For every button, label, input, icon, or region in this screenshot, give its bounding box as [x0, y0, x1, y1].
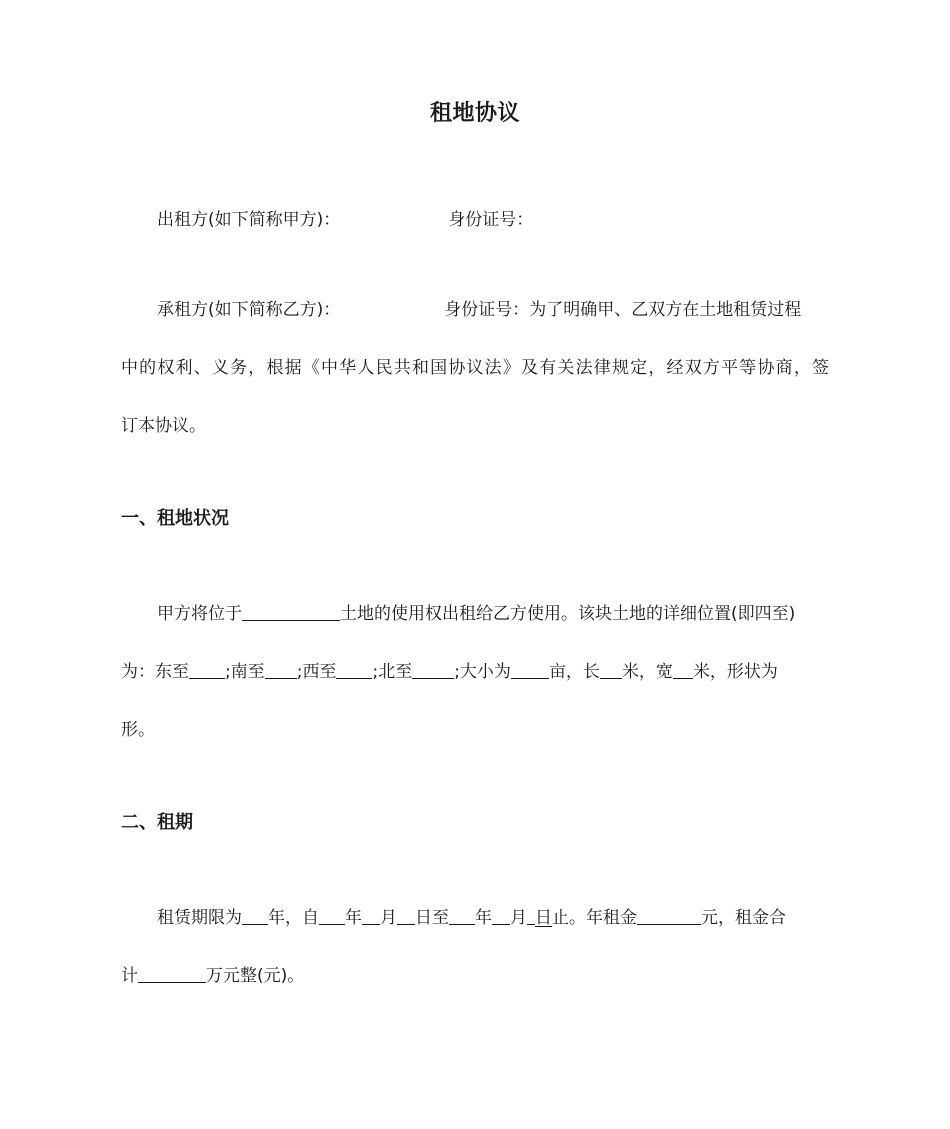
- blank-end-year: [449, 907, 475, 925]
- land-boundary-line: [121, 660, 829, 684]
- text-fragment: 年: [475, 908, 492, 928]
- blank-width: [673, 661, 693, 679]
- text-fragment: 为：东至: [121, 662, 189, 682]
- blank-start-month: [362, 907, 380, 925]
- text-fragment: 万元整(元)。: [206, 966, 305, 986]
- text-fragment: 月: [380, 908, 397, 928]
- text-fragment: 亩，长: [548, 662, 600, 682]
- text-fragment: 米，形状为: [692, 662, 778, 682]
- blank-start-year: [319, 907, 345, 925]
- lessor-id-label: 身份证号：: [448, 210, 534, 230]
- text-fragment: 年，自: [268, 908, 319, 928]
- blank-length: [600, 661, 622, 679]
- intro-line-2: 中的权利、义务，根据《中华人民共和国协议法》及有关法律规定，经双方平等协商，签: [121, 358, 829, 378]
- lessee-label: 承租方(如下简称乙方)：: [157, 300, 341, 320]
- text-fragment: ;北至: [372, 662, 413, 682]
- intro-text-1: 为了明确甲、乙双方在土地租赁过程: [529, 300, 802, 320]
- intro-line-3: 订本协议。: [121, 416, 206, 436]
- text-fragment: 日至: [415, 908, 449, 928]
- text-fragment: 止。年租金: [552, 908, 637, 928]
- text-fragment: 甲方将位于: [157, 604, 242, 624]
- text-fragment: ;西至: [296, 662, 337, 682]
- lessee-id-label: 身份证号：: [444, 300, 530, 320]
- lease-term-line: [121, 906, 829, 930]
- document-title: 租地协议: [429, 101, 520, 126]
- blank-term-years: [242, 907, 268, 925]
- text-fragment: ;南至: [225, 662, 265, 682]
- text-fragment: 米，宽: [621, 662, 673, 682]
- blank-west: [336, 661, 372, 679]
- text-fragment-underlined: 日: [535, 908, 552, 928]
- text-fragment: ;大小为: [454, 662, 511, 682]
- text-fragment: 月: [510, 908, 527, 928]
- text-fragment: 计: [121, 966, 138, 986]
- blank-end-day: [527, 907, 535, 925]
- blank-location: [242, 603, 340, 621]
- lessor-line: [121, 208, 829, 232]
- land-location-line: [121, 602, 829, 626]
- blank-start-day: [397, 907, 415, 925]
- blank-total-rent: [138, 965, 206, 983]
- blank-east: [189, 661, 225, 679]
- blank-size: [511, 661, 549, 679]
- text-fragment: 租赁期限为: [157, 908, 242, 928]
- blank-south: [265, 661, 297, 679]
- land-shape-line: 形。: [121, 720, 155, 740]
- blank-north: [412, 661, 454, 679]
- blank-annual-rent: [637, 907, 701, 925]
- text-fragment: 元，租金合: [701, 908, 786, 928]
- text-fragment: 土地的使用权出租给乙方使用。该块土地的详细位置(即四至): [340, 604, 796, 624]
- lessee-line: [121, 298, 829, 322]
- text-fragment: 年: [345, 908, 362, 928]
- blank-end-month: [492, 907, 510, 925]
- section-heading-land-status: 一、租地状况: [121, 508, 229, 529]
- lessor-label: 出租方(如下简称甲方)：: [157, 210, 341, 230]
- section-heading-lease-term: 二、租期: [121, 812, 193, 833]
- rent-total-line: [121, 964, 829, 988]
